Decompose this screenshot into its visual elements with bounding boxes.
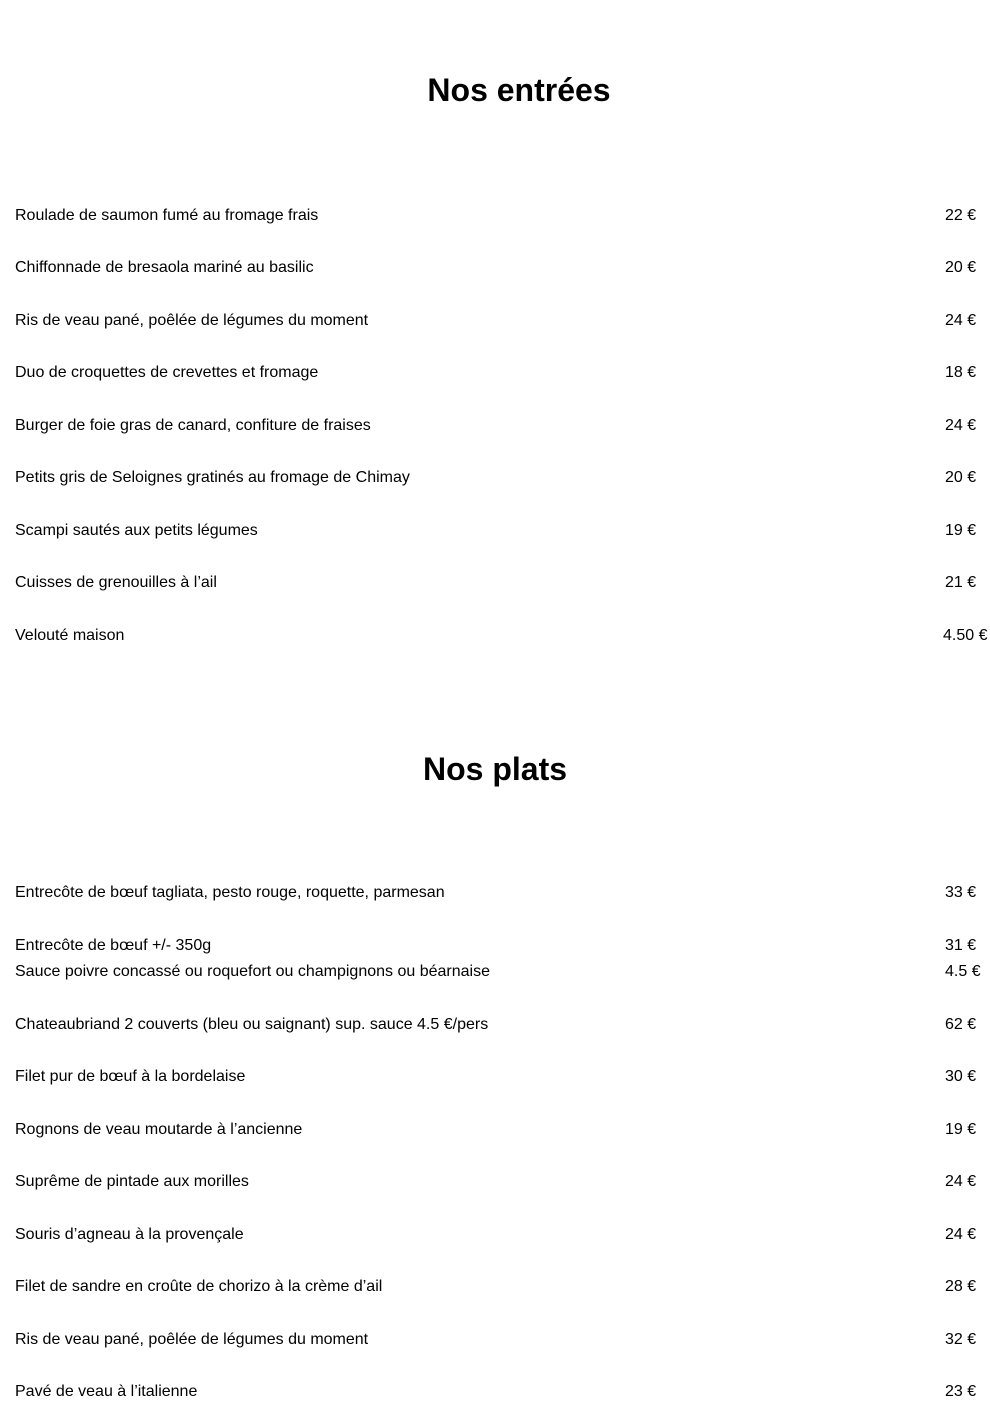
- dish-price: 19 €: [945, 1121, 977, 1138]
- menu-item: [15, 205, 990, 227]
- dish-price: 20 €: [945, 259, 977, 276]
- dish-name: Burger de foie gras de canard, confiture de fraises: [15, 417, 371, 434]
- menu-item: [15, 520, 990, 542]
- dish-name: Duo de croquettes de crevettes et fromage: [15, 364, 319, 381]
- menu-item: [15, 415, 990, 437]
- menu-item: [15, 1171, 990, 1193]
- dish-name: Ris de veau pané, poêlée de légumes du moment: [15, 1331, 369, 1348]
- dish-name: Filet pur de bœuf à la bordelaise: [15, 1068, 246, 1085]
- dish-price: 32 €: [945, 1331, 977, 1348]
- menu-item: [15, 882, 990, 904]
- menu-item: [15, 1014, 990, 1036]
- dish-price: 22 €: [945, 207, 977, 224]
- dish-price: 18 €: [945, 364, 977, 381]
- dish-price: 62 €: [945, 1016, 977, 1033]
- dish-price: 4.5 €: [945, 963, 981, 980]
- dish-price: 31 €: [945, 937, 977, 954]
- dish-name: Petits gris de Seloignes gratinés au fromage de Chimay: [15, 469, 410, 486]
- menu-item: [15, 1381, 990, 1403]
- menu-item-sauce: [15, 961, 990, 983]
- dish-name: Pavé de veau à l’italienne: [15, 1383, 198, 1400]
- menu-item: [15, 625, 990, 647]
- dish-price: 24 €: [945, 312, 977, 329]
- section-title-plats: Nos plats: [422, 751, 568, 787]
- menu-item: [15, 467, 990, 489]
- dish-name: Rognons de veau moutarde à l’ancienne: [15, 1121, 303, 1138]
- dish-name: Entrecôte de bœuf tagliata, pesto rouge, roquette, parmesan: [15, 884, 445, 901]
- dish-name: Suprême de pintade aux morilles: [15, 1173, 249, 1190]
- dish-price: 23 €: [945, 1383, 977, 1400]
- dish-name: Chiffonnade de bresaola mariné au basilic: [15, 259, 314, 276]
- menu-item: [15, 935, 990, 957]
- dish-price: 19 €: [945, 522, 977, 539]
- dish-name: Entrecôte de bœuf +/- 350g: [15, 937, 212, 954]
- dish-name: Souris d’agneau à la provençale: [15, 1226, 244, 1243]
- menu-item: [15, 1224, 990, 1246]
- menu-item: [15, 1119, 990, 1141]
- menu-item: [15, 1066, 990, 1088]
- dish-name: Sauce poivre concassé ou roquefort ou champignons ou béarnaise: [15, 963, 490, 980]
- dish-price: 24 €: [945, 1226, 977, 1243]
- dish-price: 4.50 €: [943, 627, 988, 644]
- dish-name: Ris de veau pané, poêlée de légumes du moment: [15, 312, 369, 329]
- dish-price: 24 €: [945, 1173, 977, 1190]
- dish-price: 33 €: [945, 884, 977, 901]
- dish-name: Velouté maison: [15, 627, 125, 644]
- menu-item: [15, 362, 990, 384]
- menu-item: [15, 572, 990, 594]
- dish-price: 24 €: [945, 417, 977, 434]
- dish-name: Cuisses de grenouilles à l’ail: [15, 574, 217, 591]
- dish-name: Scampi sautés aux petits légumes: [15, 522, 258, 539]
- dish-name: Filet de sandre en croûte de chorizo à la crème d’ail: [15, 1278, 383, 1295]
- dish-name: Chateaubriand 2 couverts (bleu ou saignant) sup. sauce 4.5 €/pers: [15, 1016, 489, 1033]
- dish-price: 28 €: [945, 1278, 977, 1295]
- dish-price: 30 €: [945, 1068, 977, 1085]
- section-title-entrees: Nos entrées: [427, 72, 611, 108]
- menu-item: [15, 257, 990, 279]
- dish-name: Roulade de saumon fumé au fromage frais: [15, 207, 319, 224]
- menu-item: [15, 310, 990, 332]
- dish-price: 21 €: [945, 574, 977, 591]
- menu-item: [15, 1276, 990, 1298]
- menu-item: [15, 1329, 990, 1351]
- dish-price: 20 €: [945, 469, 977, 486]
